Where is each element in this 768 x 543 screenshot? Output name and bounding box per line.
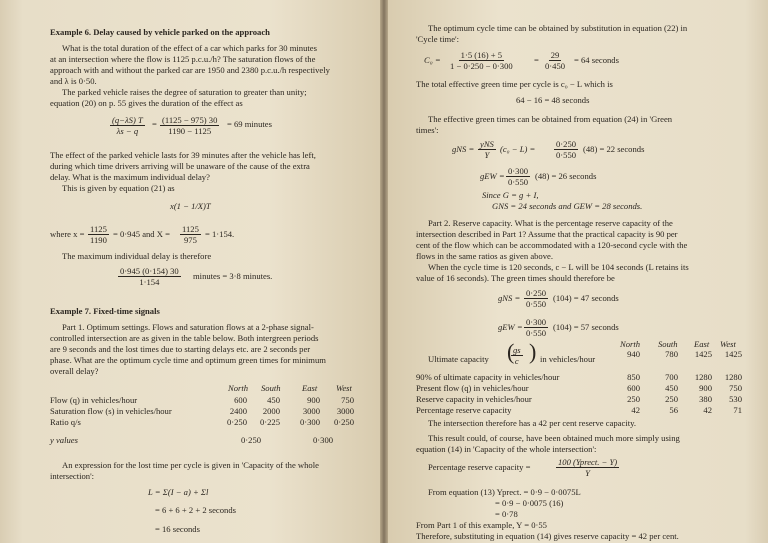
left-page: Example 6. Delay caused by vehicle parked on the approach What is the total duration of the effect of a car which parks for 30 minutes at an intersection where the flow is 1125 p.c.u./h? The saturation flows of the approach with and without the parked car are 1950 and 2380 p.c.u./h respectively and λ is 0·50. The parked vehicle raises the degree of saturation to greater than unity; equation (20) on p. 55 gives the duration of the effect as $\frac{(q-\lambda S) T}{\lambda s - q}$ = $\frac{(1125 - 975) 30}{1190 - 1125}$ = 69 minutes The effect of the parked vehicle lasts for 39 minutes after the vehicle has left, during which time drivers arriving will be unaware of the cause of the extra delay. What is the maximum individual delay? This is given by equation (21) as x(1 − 1/X)T where x = $\frac{1125}{1190}$ = 0·945 and X = $\frac{1125}{975}$ = 1·154. The maximum individual delay is therefore $\frac{0\cdot 945 (0\cdot 154) 30}{1\cdot 154}$ minutes = 3·8 minutes. Example 7. Fixed-time signals Part 1. Optimum settings. Flows and saturation flows at a 2-phase signal- controlled intersection are as given in the table below. Both intergreen periods are 9 seconds and the lost times due to starting delays etc. are 2 seconds per phase. What are the optimum cycle time and optimum green times for minimum overall delay? North South East West Flow (q) in vehicles/hour 600 450 900 750 Saturation flow (s) in vehicles/hour 2400 2000 3000 3000 Ratio q/s 0·250 0·225 0·300 0·250 y values 0·250 0·300 An expression for the lost time per cycle is given in 'Capacity of the whole intersection': L = Σ(I − a) + Σl = 6 + 6 + 2 + 2 seconds = 16 seconds <box>0 0 384 543</box>
table-header: East <box>302 383 318 393</box>
table-cell: 850 <box>627 372 640 382</box>
right-para2: The total effective green time per cycle is c₀ − L which is <box>416 79 613 89</box>
table-row-label: Flow (q) in vehicles/hour <box>50 395 138 405</box>
table-cell: 2400 <box>229 406 247 416</box>
equation-cycle-time: $\frac{1\cdot 5 (16) + 5}{1 - 0\cdot 250 - 0\cdot 300}$ <box>450 50 513 71</box>
ex6-para1-line: approach with and without the parked car are 1950 and 2380 p.c.u./h respectively <box>50 65 330 75</box>
equation-yprect: = 0·9 − 0·0075 (16) <box>495 498 564 508</box>
equation-delay-value: $\frac{0\cdot 945 (0\cdot 154) 30}{1\cdot 154}$ <box>120 266 179 287</box>
table-cell: 1280 <box>694 372 712 382</box>
example-6-title: Example 6. Delay caused by vehicle parked on the approach <box>50 27 270 37</box>
equation-gew: $\frac{0\cdot 300}{0\cdot 550}$ <box>508 166 529 187</box>
equation-gns-120: $\frac{0\cdot 250}{0\cdot 550}$ <box>526 288 547 309</box>
table-cell: 250 <box>627 394 640 404</box>
equation-yprect: = 0·78 <box>495 509 518 519</box>
fraction-gs-c: $\frac{gs}{c}$ <box>513 345 521 366</box>
equation-effective-green: 64 − 16 = 48 seconds <box>516 95 590 105</box>
right-para4-line: value of 16 seconds). The green times should therefore be <box>416 273 615 283</box>
equation-duration-lhs: $\frac{(q-\lambda S) T}{\lambda s - q}$ <box>112 115 143 136</box>
right-para1-line: 'Cycle time': <box>416 34 459 44</box>
table-cell: 780 <box>665 349 678 359</box>
table-header: East <box>694 339 710 349</box>
table-header: North <box>620 339 641 349</box>
right-para5: The intersection therefore has a 42 per cent reserve capacity. <box>428 418 636 428</box>
y-values-label: y values <box>50 435 78 445</box>
equation-max-delay: x(1 − 1/X)T <box>170 201 211 211</box>
equation-reserve-capacity: 100 (Yprect. − Y) Y <box>558 457 618 478</box>
right-para6-line: equation (14) in 'Capacity of the whole intersection': <box>416 444 597 454</box>
ex6-para3-line: delay. What is the maximum individual delay? <box>50 172 210 182</box>
table-row-label: 90% of ultimate capacity in vehicles/hour <box>416 372 560 382</box>
y-value: 0·250 <box>241 435 262 445</box>
equation-since: Since G = g + I, <box>482 190 539 200</box>
ex6-para2-line: equation (20) on p. 55 gives the duration of the effect as <box>50 98 243 108</box>
table-cell: 3000 <box>302 406 320 416</box>
ex7-para1-line: overall delay? <box>50 366 99 376</box>
table-header: West <box>336 383 352 393</box>
table-cell: 750 <box>341 395 354 405</box>
right-page: The optimum cycle time can be obtained by substitution in equation (22) in 'Cycle time': C₀ = $\frac{1\cdot 5 (16) + 5}{1 - 0\cdot 250 - 0\cdot 300}$ = $\frac{29}{0\cdot 450}$ = 64 seconds The total effective green time per cycle is c₀ − L which is 64 − 16 = 48 seconds The effective green times can be obtained from equation (24) in 'Green times': gNS = yNS Y (c₀ − L) = $\frac{0\cdot 250}{0\cdot 550}$ (48) = 22 seconds gEW = $\frac{0\cdot 300}{0\cdot 550}$ (48) = 26 seconds Since G = g + I, GNS = 24 seconds and GEW = 28 seconds. Part 2. Reserve capacity. What is the percentage reserve capacity of the intersection described in Part 1? Assume that the practical capacity is 90 per cent of the flow which can be accommodated with a 120-second cycle with the flows in the same ratios as given above. When the cycle time is 120 seconds, c − L will be 104 seconds (L retains its value of 16 seconds). The green times should therefore be gNS = $\frac{0\cdot 250}{0\cdot 550}$ (104) = 47 seconds gEW = $\frac{0\cdot 300}{0\cdot 550}$ (104) = 57 seconds North South East West Ultimate capacity ( $\frac{gs}{c}$ ) in vehicles/hour 940 780 1425 1425 90% of ultimate capacity in vehicles/hour 850 700 1280 1280 Present flow (q) in vehicles/hour 600 450 900 750 Reserve capacity in vehicles/hour 250 250 380 530 Percentage reserve capacity 42 56 42 71 The intersection therefore has a 42 per cent reserve capacity. This result could, of course, have been obtained much more simply using equation (14) in 'Capacity of the whole intersection': Percentage reserve capacity = 100 (Yprect. − Y) Y From equation (13) Yprect. = 0·9 − 0·0075L = 0·9 − 0·0075 (16) = 0·78 From Part 1 of this example, Y = 0·55 Therefore, substituting in equation (14) gives reserve capacity = 42 per cent. <box>384 0 768 543</box>
table-row-label: Percentage reserve capacity <box>416 405 512 415</box>
equation-cycle-time-simplified: $\frac{29}{0\cdot 450}$ <box>545 50 566 71</box>
fraction-yns: yNS Y <box>480 139 494 160</box>
right-para4-line: intersection described in Part 1? Assume that the practical capacity is 90 per <box>416 229 678 239</box>
fraction-x: $\frac{1125}{1190}$ <box>90 224 107 245</box>
ex6-para1-line: and λ is 0·50. <box>50 76 97 86</box>
equation-since: GNS = 24 seconds and GEW = 28 seconds. <box>492 201 643 211</box>
ex7-para2-line: An expression for the lost time per cycle is given in 'Capacity of the whole <box>62 460 319 470</box>
example-7-title: Example 7. Fixed-time signals <box>50 306 160 316</box>
table-row-label: Ratio q/s <box>50 417 81 427</box>
table-cell: 42 <box>703 405 712 415</box>
table-cell: 250 <box>665 394 678 404</box>
table-cell: 0·300 <box>299 417 320 427</box>
equation-lost-time: L = Σ(I − a) + Σl <box>148 487 209 497</box>
ex6-para3-line: The effect of the parked vehicle lasts for 39 minutes after the vehicle has left, <box>50 150 316 160</box>
table-cell: 0·250 <box>333 417 354 427</box>
equation-gew-120: $\frac{0\cdot 300}{0\cdot 550}$ <box>526 317 547 338</box>
table-cell: 2000 <box>262 406 280 416</box>
fraction-X: $\frac{1125}{975}$ <box>182 224 199 245</box>
equation-duration-result: = 69 minutes <box>227 119 272 129</box>
table-cell: 700 <box>665 372 678 382</box>
equation-duration-rhs: $\frac{(1125 - 975) 30}{1190 - 1125}$ <box>162 115 218 136</box>
book-gutter <box>380 0 388 543</box>
table-cell: 3000 <box>336 406 354 416</box>
right-para6-line: This result could, of course, have been obtained much more simply using <box>428 433 680 443</box>
table-cell: 530 <box>729 394 742 404</box>
table-cell: 1425 <box>724 349 742 359</box>
ex6-para1-line: What is the total duration of the effect of a car which parks for 30 minutes <box>62 43 317 53</box>
table-cell: 380 <box>699 394 712 404</box>
ultimate-capacity-label: Ultimate capacity <box>428 354 489 364</box>
right-para7-line: Therefore, substituting in equation (14) gives reserve capacity = 42 per cent. <box>416 531 679 541</box>
table-cell: 1425 <box>694 349 712 359</box>
right-para4-line: When the cycle time is 120 seconds, c − L will be 104 seconds (L retains its <box>428 262 689 272</box>
table-row-label: Present flow (q) in vehicles/hour <box>416 383 529 393</box>
table-cell: 900 <box>307 395 320 405</box>
table-cell: 42 <box>631 405 640 415</box>
equation-lost-time: = 16 seconds <box>155 524 200 534</box>
fraction-ratio: $\frac{0\cdot 250}{0\cdot 550}$ <box>556 139 577 160</box>
ex7-para1-line: are 9 seconds and the lost times due to starting delays etc. are 2 seconds per <box>50 344 311 354</box>
right-para4-line: cent of the flow which can be accommodated with a 120-second cycle with the <box>416 240 688 250</box>
right-para3-line: The effective green times can be obtained from equation (24) in 'Green <box>428 114 673 124</box>
table-header: West <box>720 339 736 349</box>
table-row-label: Reserve capacity in vehicles/hour <box>416 394 532 404</box>
table-header: South <box>658 339 678 349</box>
equation-lost-time: = 6 + 6 + 2 + 2 seconds <box>155 505 236 515</box>
ex6-para3-line: during which time drivers arriving will be unaware of the cause of the extra <box>50 161 310 171</box>
ex6-para4: The maximum individual delay is therefore <box>62 251 212 261</box>
right-para3-line: times': <box>416 125 439 135</box>
y-value: 0·300 <box>313 435 334 445</box>
table-cell: 0·225 <box>259 417 280 427</box>
table-cell: 71 <box>733 405 742 415</box>
ex7-para1-line: phase. What are the optimum cycle time and optimum green times for minimum <box>50 355 326 365</box>
right-para1-line: The optimum cycle time can be obtained by substitution in equation (22) in <box>428 23 688 33</box>
table-cell: 56 <box>669 405 678 415</box>
right-para4-line: flows in the same ratios as given above. <box>416 251 553 261</box>
capacity-unit: in vehicles/hour <box>540 354 596 364</box>
ex7-para1-line: controlled intersection are as given in the table below. Both intergreen periods <box>50 333 319 343</box>
ex6-para2-line: The parked vehicle raises the degree of saturation to greater than unity; <box>62 87 307 97</box>
ex7-para2-line: intersection': <box>50 471 95 481</box>
table-cell: 900 <box>699 383 712 393</box>
table-cell: 940 <box>627 349 640 359</box>
ex6-para1-line: at an intersection where the flow is 1125 p.c.u./h? The saturation flows of the <box>50 54 316 64</box>
table-cell: 450 <box>665 383 678 393</box>
table-row-label: Saturation flow (s) in vehicles/hour <box>50 406 172 416</box>
ex7-para1-line: Part 1. Optimum settings. Flows and saturation flows at a 2-phase signal- <box>62 322 314 332</box>
right-para7-line: From Part 1 of this example, Y = 0·55 <box>416 520 547 530</box>
table-cell: 600 <box>234 395 247 405</box>
table-cell: 750 <box>729 383 742 393</box>
table-cell: 0·250 <box>226 417 247 427</box>
table-header: North <box>228 383 249 393</box>
ex6-para3-line: This is given by equation (21) as <box>62 183 175 193</box>
table-cell: 1280 <box>724 372 742 382</box>
table-header: South <box>261 383 281 393</box>
table-cell: 450 <box>267 395 280 405</box>
right-para4-line: Part 2. Reserve capacity. What is the percentage reserve capacity of the <box>428 218 673 228</box>
table-cell: 600 <box>627 383 640 393</box>
equation-yprect: From equation (13) Yprect. = 0·9 − 0·0075L <box>428 487 581 497</box>
